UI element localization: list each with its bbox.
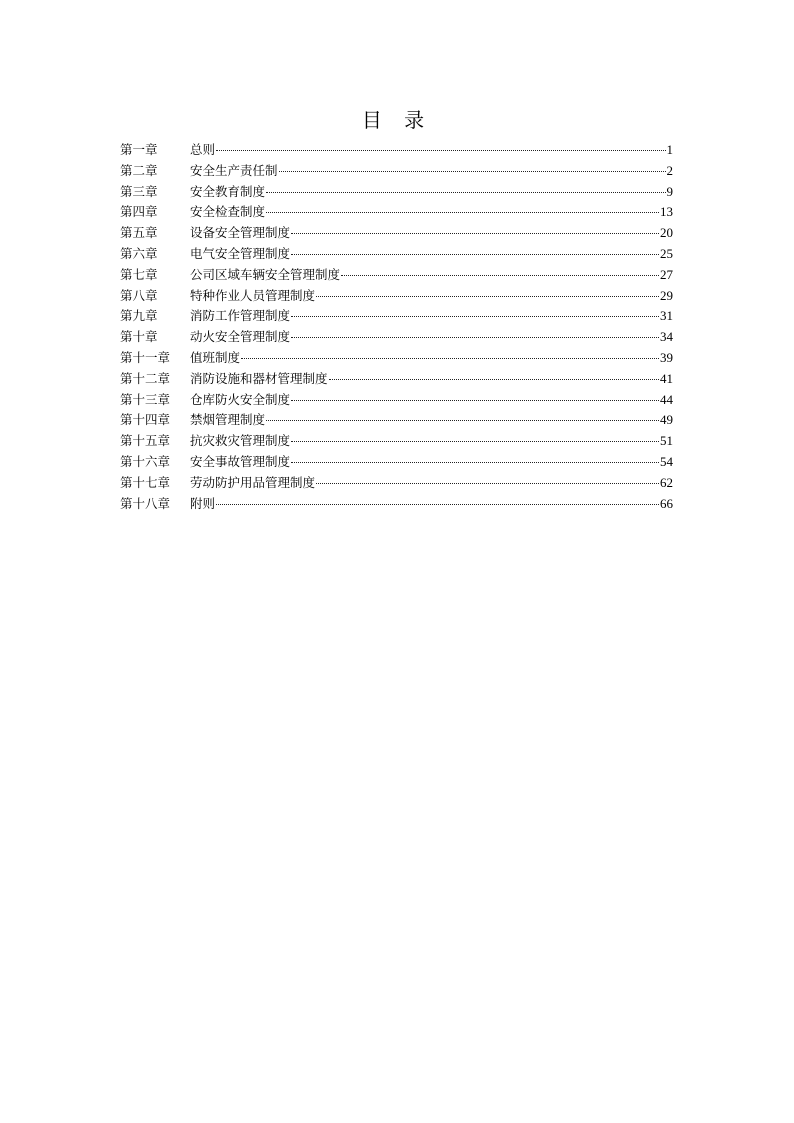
toc-chapter-number: 第二章 — [120, 162, 158, 178]
toc-chapter-number: 第三章 — [120, 183, 158, 199]
toc-chapter-number: 第五章 — [120, 225, 158, 241]
toc-page-number: 2 — [666, 162, 673, 178]
toc-dot-leader — [316, 483, 659, 484]
toc-chapter-title: 消防工作管理制度 — [190, 308, 291, 324]
toc-chapter-number: 第九章 — [120, 308, 158, 324]
toc-dot-leader — [316, 296, 659, 297]
toc-entry[interactable] — [120, 390, 673, 411]
toc-chapter-title: 安全事故管理制度 — [190, 453, 291, 469]
toc-chapter-title: 设备安全管理制度 — [190, 225, 291, 241]
toc-page-number: 62 — [660, 474, 673, 490]
toc-dot-leader — [291, 337, 659, 338]
toc-dot-leader — [266, 212, 659, 213]
toc-dot-leader — [291, 441, 659, 442]
toc-entry[interactable] — [120, 306, 673, 327]
toc-chapter-number: 第十一章 — [120, 349, 171, 365]
toc-chapter-title: 仓库防火安全制度 — [190, 391, 291, 407]
toc-dot-leader — [266, 420, 659, 421]
toc-dot-leader — [291, 462, 659, 463]
toc-entry[interactable] — [120, 140, 673, 161]
toc-page-number: 66 — [660, 495, 673, 511]
toc-page-number: 25 — [660, 245, 673, 261]
toc-entry[interactable] — [120, 244, 673, 265]
toc-dot-leader — [279, 171, 666, 172]
toc-page-number: 51 — [660, 433, 673, 449]
toc-chapter-title: 抗灾救灾管理制度 — [190, 433, 291, 449]
toc-chapter-number: 第十七章 — [120, 474, 171, 490]
toc-chapter-title: 安全生产责任制 — [190, 162, 278, 178]
toc-page-number: 41 — [660, 370, 673, 386]
toc-dot-leader — [291, 254, 659, 255]
toc-page-number: 34 — [660, 329, 673, 345]
toc-dot-leader — [291, 316, 659, 317]
toc-entry[interactable] — [120, 202, 673, 223]
toc-chapter-title: 劳动防护用品管理制度 — [190, 474, 316, 490]
toc-page-number: 9 — [666, 183, 673, 199]
toc-chapter-title: 特种作业人员管理制度 — [190, 287, 316, 303]
toc-entry[interactable] — [120, 182, 673, 203]
toc-entry[interactable] — [120, 369, 673, 390]
toc-page-number: 49 — [660, 412, 673, 428]
toc-page-number: 29 — [660, 287, 673, 303]
toc-dot-leader — [241, 358, 659, 359]
toc-chapter-title: 值班制度 — [190, 349, 241, 365]
toc-chapter-number: 第十六章 — [120, 453, 171, 469]
toc-entry[interactable] — [120, 327, 673, 348]
toc-chapter-number: 第六章 — [120, 245, 158, 261]
toc-chapter-number: 第十五章 — [120, 433, 171, 449]
toc-chapter-title: 总则 — [190, 142, 216, 157]
toc-page-number: 54 — [660, 453, 673, 469]
toc-dot-leader — [291, 233, 659, 234]
toc-page-number: 44 — [660, 391, 673, 407]
toc-chapter-number: 第十四章 — [120, 412, 171, 428]
toc-chapter-title: 安全检查制度 — [190, 204, 266, 220]
toc-entry[interactable] — [120, 161, 673, 182]
toc-page-number: 39 — [660, 349, 673, 365]
toc-title: 目 录 — [361, 108, 433, 132]
toc-entry[interactable] — [120, 223, 673, 244]
toc-chapter-number: 第八章 — [120, 287, 158, 303]
toc-entry[interactable] — [120, 431, 673, 452]
toc-dot-leader — [266, 192, 665, 193]
toc-chapter-title: 电气安全管理制度 — [190, 245, 291, 261]
toc-dot-leader — [329, 379, 659, 380]
toc-page-number: 27 — [660, 266, 673, 282]
toc-dot-leader — [291, 400, 659, 401]
toc-chapter-title: 安全教育制度 — [190, 183, 266, 199]
toc-chapter-title: 公司区域车辆安全管理制度 — [190, 266, 341, 282]
toc-entry[interactable] — [120, 348, 673, 369]
toc-chapter-title: 动火安全管理制度 — [190, 329, 291, 345]
toc-entry[interactable] — [120, 473, 673, 494]
toc-entry[interactable] — [120, 410, 673, 431]
toc-page-number: 1 — [666, 142, 673, 157]
toc-chapter-title: 禁烟管理制度 — [190, 412, 266, 428]
toc-chapter-number: 第十二章 — [120, 370, 171, 386]
toc-chapter-number: 第十三章 — [120, 391, 171, 407]
toc-page-number: 20 — [660, 225, 673, 241]
toc-chapter-number: 第一章 — [120, 142, 158, 157]
toc-list — [120, 140, 673, 514]
toc-entry[interactable] — [120, 286, 673, 307]
toc-entry[interactable] — [120, 265, 673, 286]
toc-chapter-number: 第十章 — [120, 329, 158, 345]
toc-entry[interactable] — [120, 452, 673, 473]
toc-chapter-number: 第十八章 — [120, 495, 171, 511]
toc-chapter-number: 第四章 — [120, 204, 158, 220]
toc-entry[interactable] — [120, 494, 673, 515]
toc-page-number: 13 — [660, 204, 673, 220]
toc-dot-leader — [216, 150, 665, 151]
toc-dot-leader — [341, 275, 659, 276]
toc-chapter-title: 消防设施和器材管理制度 — [190, 370, 328, 386]
toc-chapter-title: 附则 — [190, 495, 216, 511]
toc-chapter-number: 第七章 — [120, 266, 158, 282]
toc-dot-leader — [216, 504, 659, 505]
toc-page-number: 31 — [660, 308, 673, 324]
